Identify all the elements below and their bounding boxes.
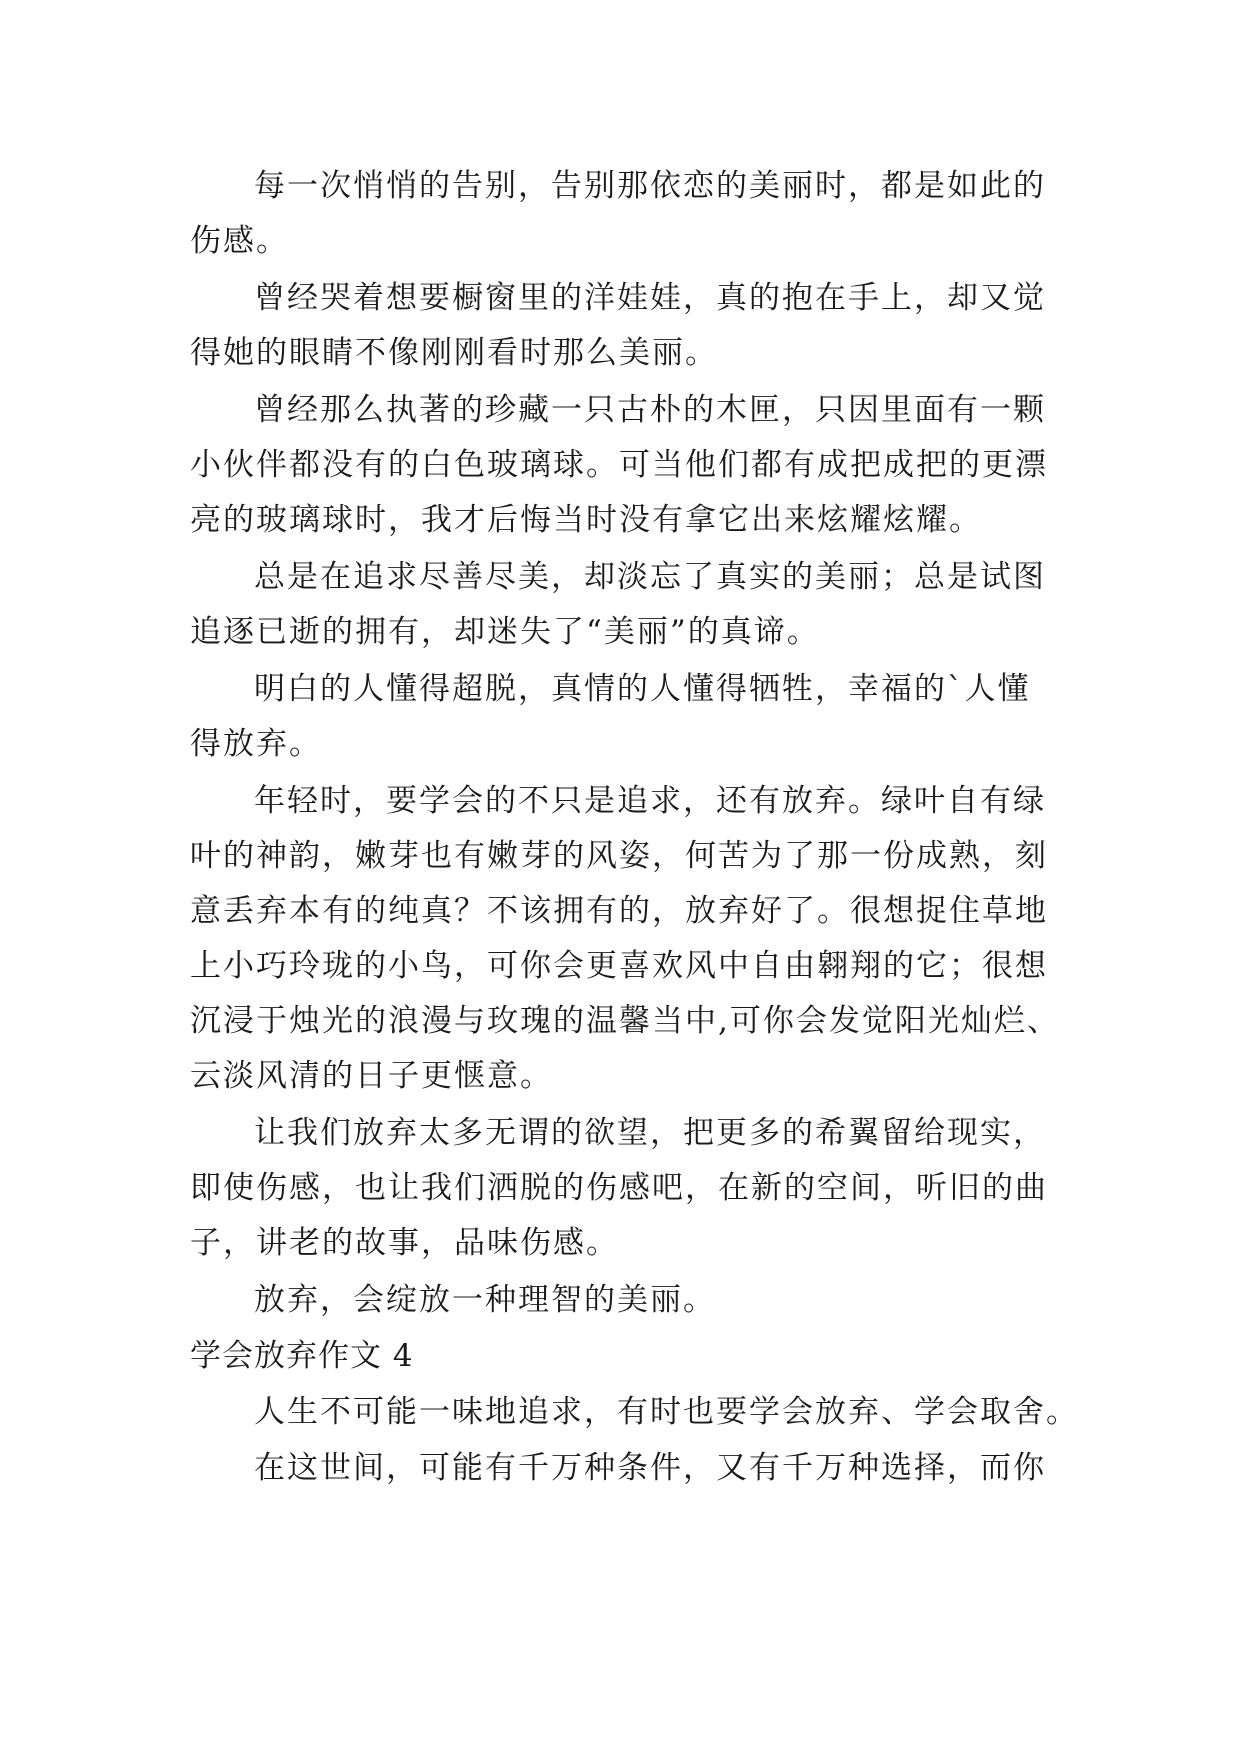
paragraph-line: 得她的眼睛不像刚刚看时那么美丽。 bbox=[190, 335, 718, 371]
paragraph-line: 伤感。 bbox=[190, 223, 289, 259]
paragraph-line: 得放弃。 bbox=[190, 726, 322, 762]
section-heading: 学会放弃作文 4 bbox=[190, 1338, 414, 1374]
paragraph-line: 年轻时，要学会的不只是追求，还有放弃。绿叶自有绿 bbox=[254, 783, 1046, 819]
paragraph-line: 追逐已逝的拥有，却迷失了“美丽”的真谛。 bbox=[190, 614, 820, 650]
paragraph-line: 亮的玻璃球时，我才后悔当时没有拿它出来炫耀炫耀。 bbox=[190, 502, 982, 538]
paragraph-line: 曾经哭着想要橱窗里的洋娃娃，真的抱在手上，却又觉 bbox=[254, 280, 1046, 316]
paragraph-line: 人生不可能一味地追求，有时也要学会放弃、学会取舍。 bbox=[254, 1394, 1079, 1430]
paragraph-line: 放弃，会绽放一种理智的美丽。 bbox=[254, 1282, 716, 1318]
paragraph-line: 小伙伴都没有的白色玻璃球。可当他们都有成把成把的更漂 bbox=[190, 447, 1048, 483]
paragraph-line: 曾经那么执著的珍藏一只古朴的木匣，只因里面有一颗 bbox=[254, 392, 1046, 428]
paragraph-line: 子，讲老的故事，品味伤感。 bbox=[190, 1225, 619, 1261]
paragraph-line: 即使伤感，也让我们洒脱的伤感吧，在新的空间，听旧的曲 bbox=[190, 1170, 1048, 1206]
paragraph-line: 叶的神韵，嫩芽也有嫩芽的风姿，何苦为了那一份成熟，刻 bbox=[190, 838, 1048, 874]
paragraph-line: 明白的人懂得超脱，真情的人懂得牺牲，幸福的`人懂 bbox=[254, 671, 1031, 707]
paragraph-line: 每一次悄悄的告别，告别那依恋的美丽时，都是如此的 bbox=[254, 168, 1046, 204]
paragraph-line: 意丢弃本有的纯真？不该拥有的，放弃好了。很想捉住草地 bbox=[190, 893, 1048, 929]
paragraph-line: 在这世间，可能有千万种条件，又有千万种选择，而你 bbox=[254, 1450, 1046, 1486]
paragraph-line: 让我们放弃太多无谓的欲望，把更多的希翼留给现实， bbox=[254, 1115, 1046, 1151]
paragraph-line: 上小巧玲珑的小鸟，可你会更喜欢风中自由翱翔的它；很想 bbox=[190, 948, 1048, 984]
paragraph-line: 总是在追求尽善尽美，却淡忘了真实的美丽；总是试图 bbox=[254, 559, 1046, 595]
paragraph-line: 云淡风清的日子更惬意。 bbox=[190, 1058, 553, 1094]
paragraph-line: 沉浸于烛光的浪漫与玫瑰的温馨当中,可你会发觉阳光灿烂、 bbox=[190, 1003, 1060, 1039]
